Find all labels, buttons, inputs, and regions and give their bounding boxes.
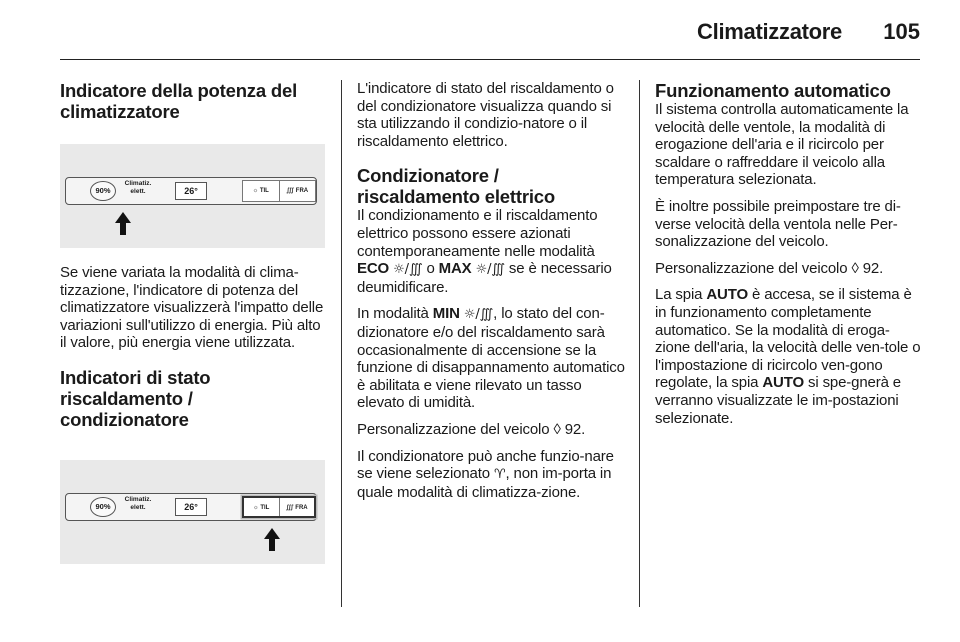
auto-label: AUTO (762, 374, 804, 392)
max-label: MAX (438, 260, 472, 278)
header-rule (60, 59, 920, 60)
paragraph: È inoltre possibile preimpostare tre di-verse velocità della ventola nelle Per-sonalizzazione del veicolo. (655, 197, 901, 251)
panel-label: Climatiz. elett. (124, 180, 152, 195)
defrost-icon: ♈ (493, 467, 506, 483)
panel-label: Climatiz. elett. (124, 495, 152, 511)
illustration-status-indicators (60, 460, 325, 564)
min-label: MIN (432, 305, 460, 323)
heat-cool-icon: ☼/∭ (463, 307, 494, 323)
heat-cool-icon: ☼/∭ (475, 262, 505, 278)
paragraph: L'indicatore di stato del riscaldamento o del condizionatore visualizza quando si sta utilizzando il condizio-natore o il riscaldamento elettrico. (357, 80, 614, 150)
temperature-readout: 26° (175, 498, 207, 516)
pointer-arrow-icon (115, 212, 131, 223)
heat-mode-indicator: ☼ TIL (252, 188, 269, 194)
section-heading: Indicatori di stato riscaldamento / condizionatore (60, 366, 211, 430)
illustration-power-indicator (60, 144, 325, 248)
eco-label: ECO (357, 260, 390, 278)
paragraph: Il condizionatore può anche funzio-nare se viene selezionato ♈, non im-porta in quale modalità di climatizza-zione. (357, 447, 614, 501)
section-heading: Indicatore della potenza del climatizzatore (60, 80, 298, 122)
paragraph: La spia AUTO è accesa, se il sistema è in funzionamento completamente automatico. Se la modalità di eroga-zione dell'aria, la velocità delle ven-tole o l'impostazione di ricircolo ven-gono regolate, la spia AUTO si spe-gnerà e verranno visualizzate le im-postazioni selezionate. (655, 286, 921, 427)
column-3 (655, 80, 923, 427)
page-header (0, 0, 960, 60)
section-heading: Funzionamento automatico (655, 80, 891, 101)
temperature-readout: 26° (175, 182, 207, 200)
mode-indicators (242, 180, 316, 202)
cross-reference: Personalizzazione del veicolo ◊ 92. (655, 259, 884, 277)
cool-mode-indicator: ∭ FRA (279, 181, 316, 201)
cross-reference: Personalizzazione del veicolo ◊ 92. (357, 420, 586, 438)
column-1 (60, 80, 325, 564)
section-heading: Condizionatore / riscaldamento elettrico (357, 165, 555, 208)
paragraph: In modalità MIN ☼/∭, lo stato del con-dizionatore e/o del riscaldamento sarà occasionalmente di accensione se la funzione di disappannamento automatico è abilitata e viene rilevato un tasso elevato di umidità. (357, 305, 625, 412)
power-gauge: 90% (90, 181, 116, 201)
mode-indicators (242, 496, 316, 518)
climate-display-panel (65, 493, 317, 521)
header-title: Climatizzatore (697, 19, 842, 44)
auto-label: AUTO (706, 286, 748, 304)
paragraph: Il condizionamento e il riscaldamento elettrico possono essere azionati contemporaneamente nelle modalità ECO ☼/∭ o MAX ☼/∭ se è necessario deumidificare. (357, 207, 612, 296)
column-2 (357, 80, 625, 501)
climate-display-panel (65, 177, 317, 205)
pointer-arrow-stem (120, 223, 126, 235)
paragraph: Se viene variata la modalità di clima-tizzazione, l'indicatore di potenza del climatizzatore visualizzerà l'impatto delle variazioni sull'utilizzo di energia. Più alto il valore, più energia viene utilizzata. (60, 264, 324, 352)
cool-mode-indicator: ∭ FRA (279, 498, 315, 516)
column-divider (639, 80, 640, 607)
power-gauge: 90% (90, 497, 116, 517)
paragraph: Il sistema controlla automaticamente la velocità delle ventole, la modalità di erogazione dell'aria e il ricircolo per scaldare o raffreddare il veicolo alla temperatura selezionata. (655, 101, 909, 189)
pointer-arrow-icon (264, 528, 280, 539)
page-number: 105 (883, 19, 920, 44)
pointer-arrow-stem (269, 539, 275, 551)
column-divider (341, 80, 342, 607)
heat-mode-indicator: ☼ TIL (253, 504, 270, 511)
heat-cool-icon: ☼/∭ (393, 262, 423, 278)
